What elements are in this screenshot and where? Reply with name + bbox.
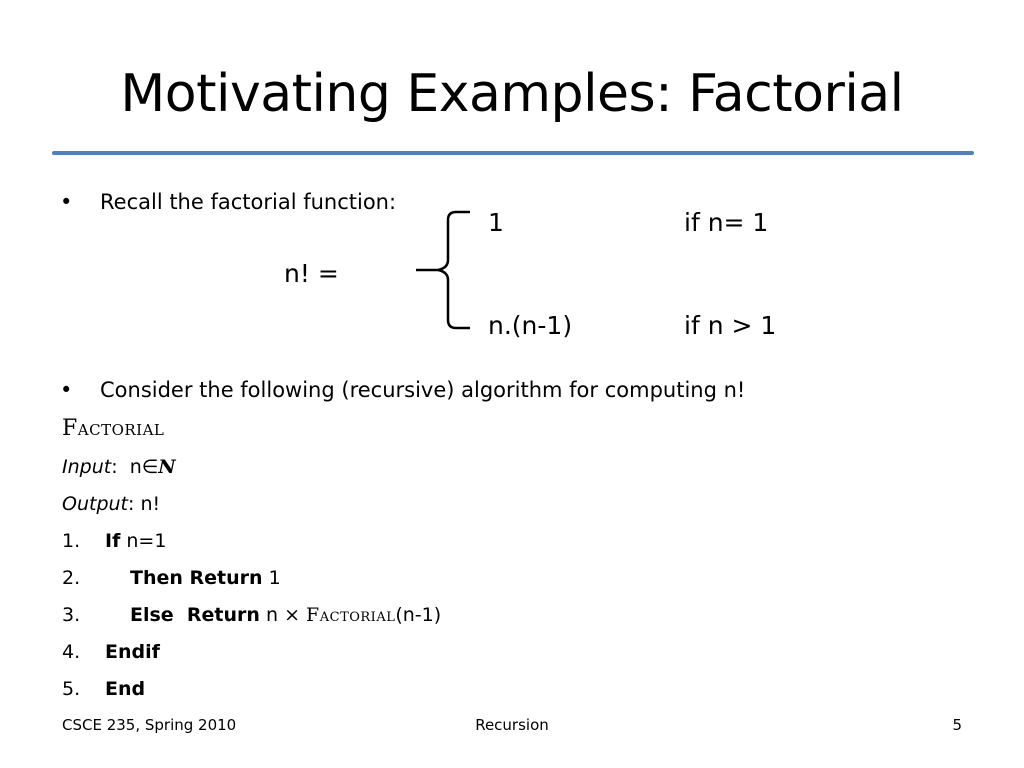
step-keyword: If	[105, 530, 121, 552]
output-label: Output	[62, 493, 128, 515]
case1-value: 1	[488, 208, 504, 237]
step-number: 4.	[62, 641, 81, 663]
step-text-prefix: n ×	[266, 604, 307, 626]
step-text-suffix: (n-1)	[395, 604, 442, 626]
case1-condition: if n= 1	[684, 208, 769, 237]
step-number: 1.	[62, 530, 81, 552]
step-number: 3.	[62, 604, 81, 626]
algorithm-step-4	[62, 639, 160, 665]
step-text: n=1	[126, 530, 167, 552]
slide-title: Motivating Examples: Factorial	[120, 64, 904, 124]
footer-topic: Recursion	[475, 716, 549, 734]
output-value: n!	[140, 493, 161, 515]
definition-lhs: n! =	[284, 259, 339, 288]
bullet-dot: •	[60, 378, 73, 402]
input-value: n	[129, 456, 142, 478]
step-number: 5.	[62, 678, 81, 700]
algorithm-name: Factorial	[62, 416, 165, 441]
bullet-consider-algorithm	[60, 376, 745, 404]
algorithm-output: Output: n!	[62, 493, 161, 515]
case2-value: n.(n-1)	[488, 311, 573, 340]
algorithm-step-2	[62, 565, 281, 591]
input-label: Input	[62, 456, 112, 478]
step-text: 1	[268, 567, 281, 589]
step-number: 2.	[62, 567, 81, 589]
algorithm-step-1	[62, 528, 166, 554]
step-keyword: End	[105, 678, 146, 700]
recursive-call-name: Factorial	[306, 604, 396, 626]
step-keyword: Endif	[105, 641, 160, 663]
step-keyword: Else Return	[130, 604, 260, 626]
bullet-text: Recall the factorial function:	[100, 190, 397, 214]
footer-course: CSCE 235, Spring 2010	[62, 716, 237, 734]
bullet-text: Consider the following (recursive) algorithm for computing n!	[100, 378, 746, 402]
case2-condition: if n > 1	[684, 311, 777, 340]
algorithm-input: Input: n∈N	[62, 456, 176, 478]
footer-page-number: 5	[952, 716, 962, 734]
element-of-symbol: ∈	[141, 456, 159, 478]
algorithm-step-3	[62, 602, 441, 628]
title-underline	[52, 151, 974, 155]
algorithm-step-5	[62, 676, 145, 702]
left-brace-icon	[412, 208, 472, 332]
step-keyword: Then Return	[130, 567, 263, 589]
bullet-dot: •	[60, 190, 73, 214]
natural-numbers-symbol: N	[158, 456, 176, 478]
bullet-recall-factorial	[60, 188, 396, 216]
